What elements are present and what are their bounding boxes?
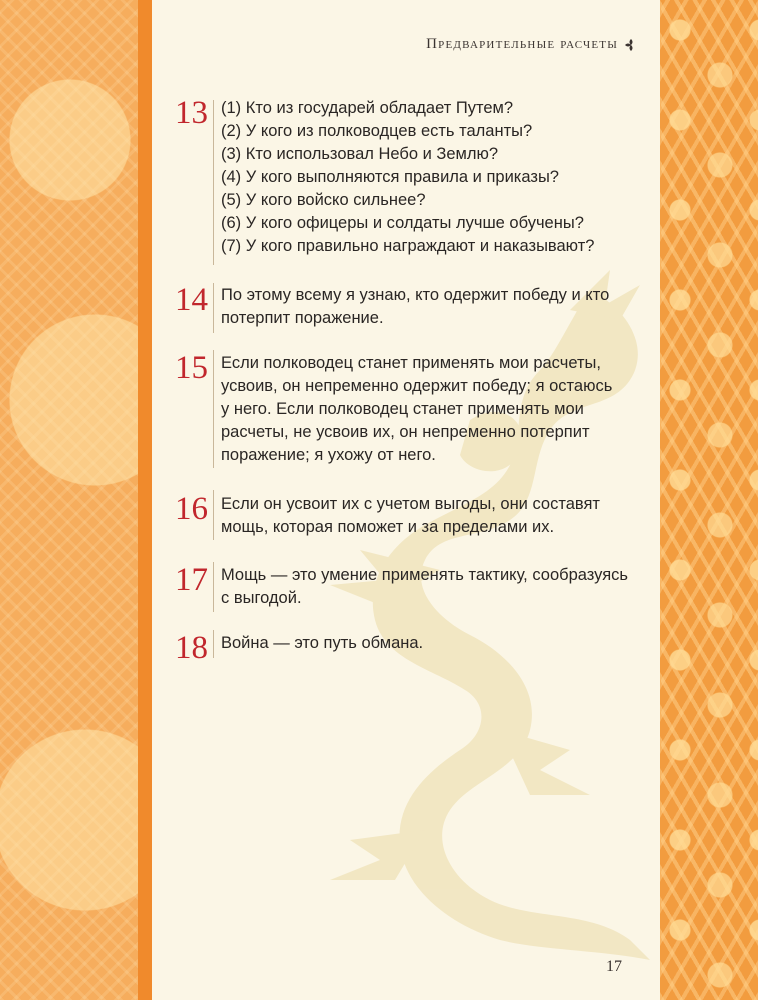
text-line: (1) Кто из государей обладает Путем?	[221, 99, 514, 117]
item-text	[221, 97, 594, 258]
list-item-17	[175, 564, 645, 610]
item-text	[221, 632, 423, 665]
text-line: (5) У кого войско сильнее?	[221, 191, 426, 209]
text-line: (2) У кого из полководцев есть таланты?	[221, 122, 533, 140]
text-line: Война — это путь обмана.	[221, 634, 424, 652]
text-line: мощь, которая поможет и за пределами их.	[221, 518, 555, 536]
text-line: усвоив, он непременно одержит победу; я остаюсь	[221, 377, 613, 395]
right-ornamental-border	[660, 0, 758, 1000]
left-border-stripe	[138, 0, 152, 1000]
item-text	[221, 284, 609, 330]
text-line: расчеты, не усвоив их, он непременно потерпит	[221, 423, 590, 441]
page-number: 17	[606, 958, 622, 975]
running-header	[426, 36, 638, 53]
text-line: Если он усвоит их с учетом выгоды, они составят	[221, 495, 600, 513]
text-line: (7) У кого правильно награждают и наказывают?	[221, 237, 595, 255]
fleuron-icon	[624, 38, 638, 52]
text-line: потерпит поражение.	[221, 309, 384, 327]
text-line: Мощь — это умение применять тактику, сообразуясь	[221, 566, 628, 584]
item-text	[221, 493, 600, 539]
item-number: 14	[175, 282, 208, 318]
item-text	[221, 352, 612, 467]
left-ornamental-border	[0, 0, 152, 1000]
item-text	[221, 564, 628, 610]
text-line: (4) У кого выполняются правила и приказы?	[221, 168, 559, 186]
list-item-18	[175, 632, 645, 665]
list-item-15	[175, 352, 645, 467]
text-line: с выгодой.	[221, 589, 302, 607]
item-number: 18	[175, 630, 208, 666]
running-header-title: Предварительные расчеты	[426, 36, 618, 52]
text-line: (6) У кого офицеры и солдаты лучше обучены?	[221, 214, 584, 232]
list-item-16	[175, 493, 645, 539]
text-line: (3) Кто использовал Небо и Землю?	[221, 145, 499, 163]
list-item-14	[175, 284, 645, 330]
text-line: у него. Если полководец станет применять мои	[221, 400, 584, 418]
item-number: 13	[175, 95, 208, 131]
list-item-13	[175, 97, 645, 258]
item-number: 17	[175, 562, 208, 598]
text-line: По этому всему я узнаю, кто одержит победу и кто	[221, 286, 610, 304]
item-number: 15	[175, 350, 208, 386]
text-line: Если полководец станет применять мои расчеты,	[221, 354, 601, 372]
text-line: поражение; я ухожу от него.	[221, 446, 436, 464]
item-number: 16	[175, 491, 208, 527]
